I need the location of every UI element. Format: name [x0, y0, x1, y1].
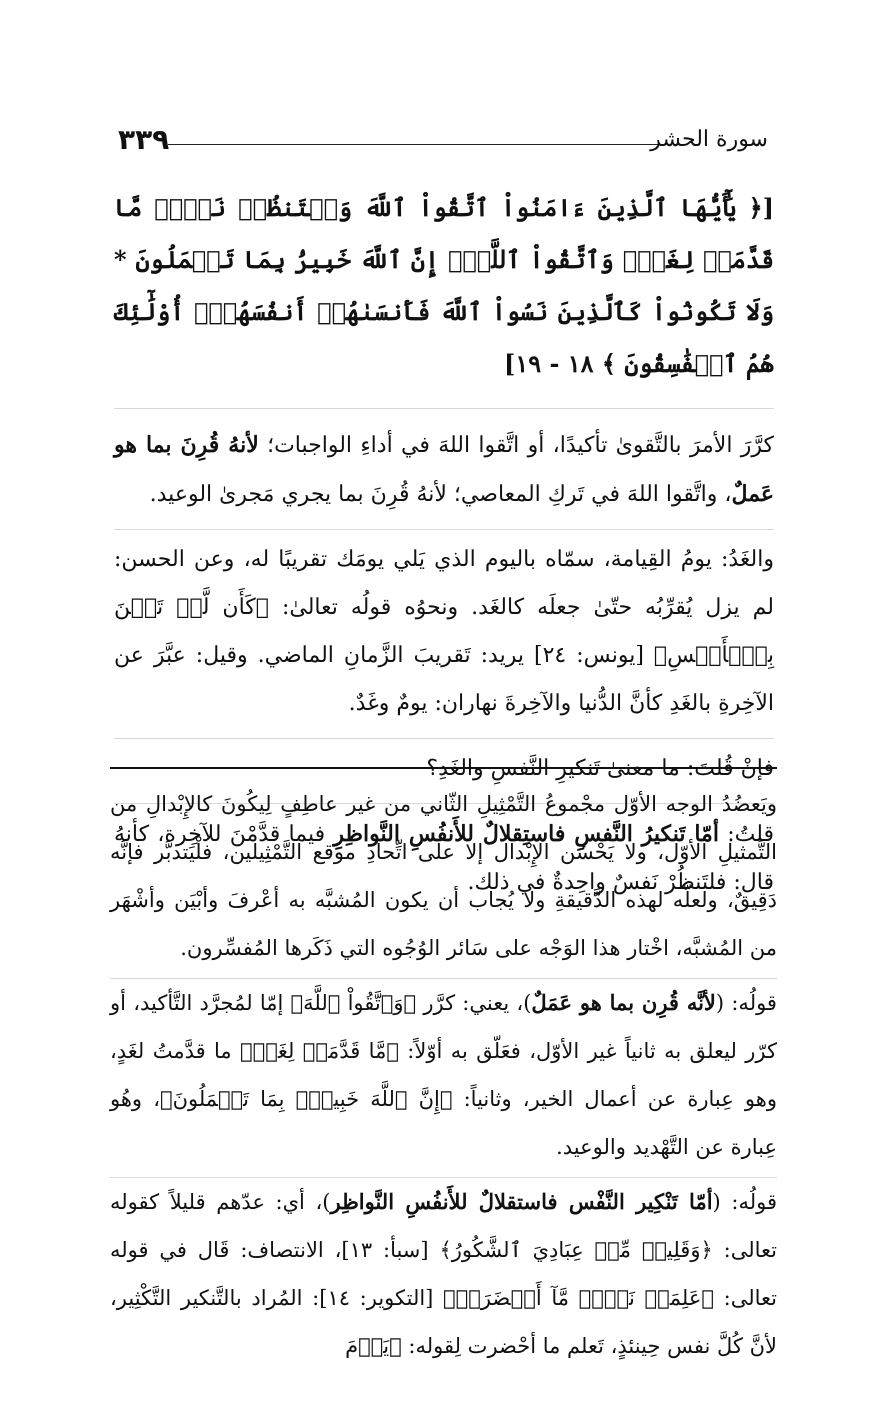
- footnote-quote: أمّا تَنْكِير النَّفْس فاستقلالٌ للأَنفُسِ النَّواظِر: [330, 1189, 713, 1214]
- footnote-paragraph: [110, 979, 777, 1178]
- footnote-text: قولُه: (: [712, 1190, 777, 1214]
- commentary-text: ، واتَّقوا اللهَ في تَركِ المعاصي؛ لأنهُ قُرِنَ بما يجري مَجرىٰ الوعيد.: [149, 482, 732, 507]
- commentary-text: كرَّرَ الأمرَ بالتَّقوىٰ تأكيدًا، أو اتَّقوا اللهَ في أداءِ الواجبات؛: [258, 433, 774, 458]
- footnote-text: )، أي: عدّهم قليلاً كقوله تعالى: ﴿وَقَلِيلٞ مِّنۡ عِبَادِيَ ٱلشَّكُورُ﴾ [سبأ: ١٣]، الانتصاف: قَال في قوله تعالى: ﴿عَلِمَتۡ نَفۡسٞ مَّآ أَحۡضَرَتۡ﴾ [التكوير: ١٤]: المُراد بالتَّنكير التَّكْثِير، لأنَّ كُلَّ نفس حِينئذٍ، تَعلم ما أحْضرت لِقوله: ﴿يَوۡمَ: [110, 1190, 777, 1358]
- quran-verse: [﴿ يَٰٓأَيُّهَا ٱلَّذِينَ ءَامَنُواْ ٱتَّقُواْ ٱللَّهَ وَلۡتَنظُرۡ نَفۡسٞ مَّا قَدَّمَتۡ لِغَدٖۖ وَٱتَّقُواْ ٱللَّهَۚ إِنَّ ٱللَّهَ خَبِيرُۢ بِمَا تَعۡمَلُونَ * وَلَا تَكُونُواْ كَٱلَّذِينَ نَسُواْ ٱللَّهَ فَأَنسَىٰهُمۡ أَنفُسَهُمۡۚ أُوْلَٰٓئِكَ هُمُ ٱلۡفَٰسِقُونَ ﴾ ١٨ - ١٩]: [114, 182, 774, 409]
- surah-title: سورة الحشر: [650, 127, 768, 152]
- commentary-emphasis: لأنهُ قُرِنَ بما هو عَملٌ: [114, 432, 774, 507]
- commentary-paragraph: [114, 415, 774, 530]
- footnotes: [110, 780, 777, 1376]
- commentary-text: قلتُ:: [718, 822, 775, 847]
- commentary-paragraph: والغَدُ: يومُ القِيامة، سمّاه باليوم الذي يَلي يومَك تقريبًا له، وعن الحسن: لم يزل يُقرِّبُه حتّىٰ جعلَه كالغَد. ونحوُه قولُه تعالىٰ: ﴿كَأَن لَّمۡ تَغۡنَ بِٱلۡأَمۡسِ﴾ [يونس: ٢٤] يريد: تَقريبَ الزَّمانِ الماضي. وقيل: عبَّرَ عن الآخِرةِ بالغَدِ كأنَّ الدُّنيا والآخِرةَ نهاران: يومٌ وغَدٌ.: [114, 530, 774, 739]
- footnote-quote: لأنَّه قُرِن بما هو عَمَلٌ: [531, 990, 716, 1015]
- page-number: ٣٣٩: [118, 123, 170, 156]
- footnote-text: قولُه: (: [715, 991, 777, 1015]
- footnote-paragraph: [110, 1178, 777, 1376]
- page-header: [118, 122, 768, 166]
- header-divider: [168, 144, 658, 145]
- commentary-question: فإنْ قُلتَ: ما معنىٰ تَنكيرِ النَّفسِ والغَدِ؟: [114, 739, 774, 804]
- commentary-text: فيما قدَّمْنَ للآخِرة، كأنهُ قال: فلتَنظُرْ نَفسٌ واحِدةٌ في ذلك.: [114, 822, 774, 895]
- section-divider: [110, 767, 777, 769]
- footnote-text: )، يعني: كرَّر ﴿وَٱتَّقُواْ ٱللَّهَ﴾ إمّا لمُجرَّد التَّأكيد، أو كرّر ليعلق به ثانياً غير الأوّل، فعَلّق به أوّلاً: ﴿مَّا قَدَّمَتۡ لِغَدٖ﴾ ما قدَّمتُ لغَدٍ، وهو عِبارة عن أعمال الخير، وثانياً: ﴿إِنَّ ٱللَّهَ خَبِيرُۢ بِمَا تَعۡمَلُونَ﴾، وهُو عِبارة عن التَّهْديد والوعيد.: [110, 991, 777, 1159]
- commentary-emphasis: أمّا تَنكيرُ النَّفسِ فاستِقلالٌ للأَنفُسِ النَّواظِرِ: [333, 821, 719, 847]
- footnote-paragraph: ويَعضُدُ الوجه الأوّل مجْموعُ التَّمْثِيلِ الثّاني من غير عاطِفٍ لِيكُونَ كالإِبْدالِ من التَّمثيلِ الأوّل، ولا يَحْسُن الإِبْدال إلا على اتِّحادِ موقع التَّمْثِيلين، فلْيَتدبَّر فإنَّه دَقِيقٌ، ولعلّه لهذه الدَّقيقةِ ولا يُجاب أن يكون المُشبَّه به أعْرفَ وأبْيَن وأشْهَر من المُشبَّه، اخْتار هذا الوَجْه على سَائر الوُجُوه التي ذَكَرها المُفسِّرون.: [110, 780, 777, 979]
